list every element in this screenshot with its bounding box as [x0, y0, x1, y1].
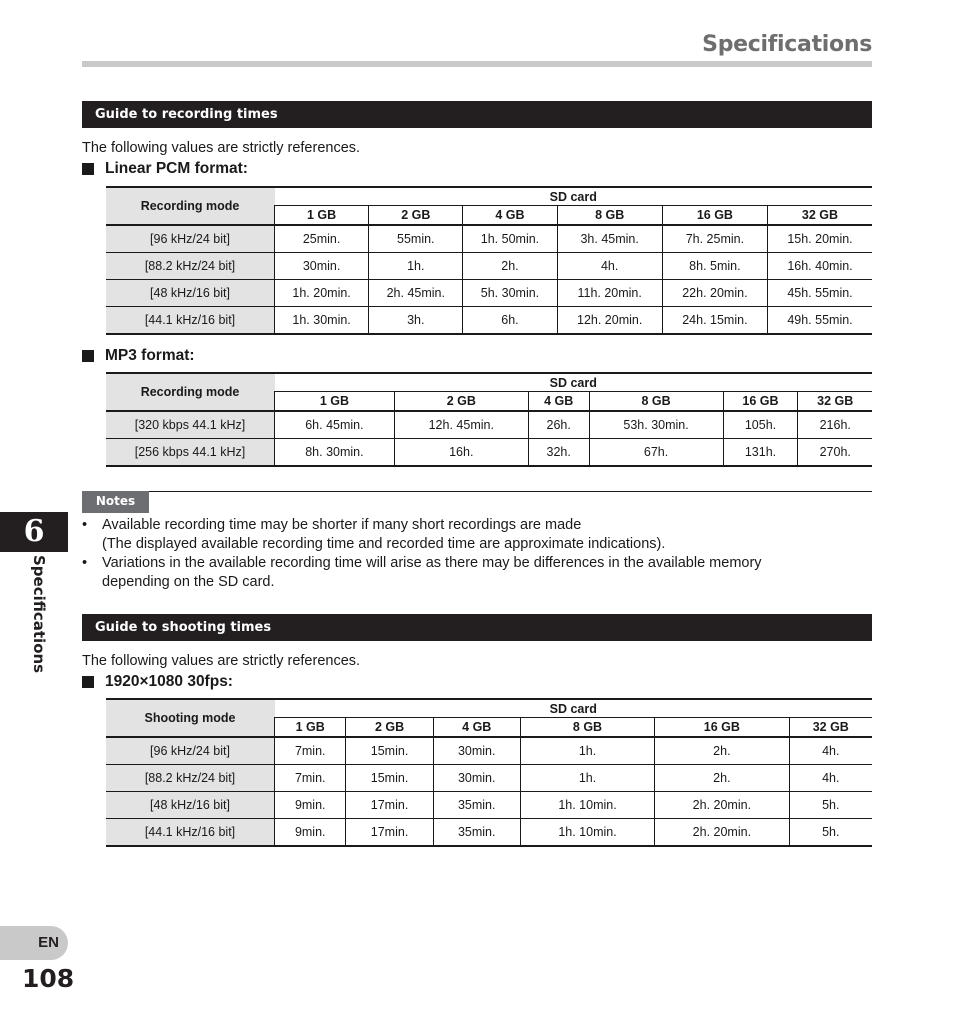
- recording-intro: The following values are strictly references.: [82, 140, 361, 156]
- value-cell: 1h.: [520, 737, 654, 765]
- section-bar-shooting: Guide to shooting times: [82, 614, 872, 641]
- mode-cell: [96 kHz/24 bit]: [106, 225, 275, 253]
- capacity-header: 32 GB: [798, 392, 872, 412]
- capacity-header: 8 GB: [589, 392, 723, 412]
- value-cell: 53h. 30min.: [589, 411, 723, 439]
- value-cell: 55min.: [369, 225, 463, 253]
- value-cell: 1h. 50min.: [463, 225, 557, 253]
- mode-cell: [88.2 kHz/24 bit]: [106, 253, 275, 280]
- mode-cell: [256 kbps 44.1 kHz]: [106, 439, 275, 467]
- table-row: [106, 819, 872, 847]
- value-cell: 35min.: [433, 819, 520, 847]
- note-line: depending on the SD card.: [102, 574, 275, 590]
- value-cell: 5h.: [789, 819, 872, 847]
- value-cell: 4h.: [789, 765, 872, 792]
- pcm-heading-text: Linear PCM format:: [105, 160, 248, 177]
- fps-heading-text: 1920×1080 30fps:: [105, 673, 233, 690]
- value-cell: 1h. 10min.: [520, 819, 654, 847]
- value-cell: 67h.: [589, 439, 723, 467]
- capacity-header: 32 GB: [789, 718, 872, 738]
- value-cell: 4h.: [557, 253, 662, 280]
- bullet-icon: •: [82, 555, 88, 571]
- value-cell: 105h.: [723, 411, 798, 439]
- value-cell: 1h.: [369, 253, 463, 280]
- pcm-table: [106, 186, 872, 335]
- capacity-header: 16 GB: [723, 392, 798, 412]
- value-cell: 2h.: [655, 737, 789, 765]
- value-cell: 25min.: [275, 225, 369, 253]
- value-cell: 15min.: [346, 765, 433, 792]
- value-cell: 6h.: [463, 307, 557, 335]
- capacity-header: 1 GB: [275, 206, 369, 226]
- value-cell: 49h. 55min.: [768, 307, 873, 335]
- value-cell: 15min.: [346, 737, 433, 765]
- value-cell: 9min.: [275, 792, 346, 819]
- mp3-table: [106, 372, 872, 467]
- fps-heading: [82, 673, 233, 691]
- sd-card-header: SD card: [275, 699, 873, 718]
- value-cell: 2h. 45min.: [369, 280, 463, 307]
- value-cell: 22h. 20min.: [662, 280, 767, 307]
- page-title: Specifications: [702, 32, 872, 57]
- value-cell: 1h. 30min.: [275, 307, 369, 335]
- note-line: Variations in the available recording time will arise as there may be differences in the available memory: [102, 555, 762, 571]
- section-bar-recording: Guide to recording times: [82, 101, 872, 128]
- mp3-heading: [82, 347, 195, 365]
- capacity-header: 1 GB: [275, 718, 346, 738]
- value-cell: 6h. 45min.: [275, 411, 395, 439]
- value-cell: 270h.: [798, 439, 872, 467]
- value-cell: 11h. 20min.: [557, 280, 662, 307]
- note-line: (The displayed available recording time and recorded time are approximate indications).: [102, 536, 666, 552]
- value-cell: 5h. 30min.: [463, 280, 557, 307]
- value-cell: 2h.: [655, 765, 789, 792]
- notes-list: [82, 516, 872, 592]
- capacity-header: 8 GB: [557, 206, 662, 226]
- note-line: Available recording time may be shorter if many short recordings are made: [102, 517, 582, 533]
- mode-cell: [88.2 kHz/24 bit]: [106, 765, 275, 792]
- table-row: [106, 280, 872, 307]
- value-cell: 4h.: [789, 737, 872, 765]
- language-badge: EN: [0, 926, 68, 960]
- mode-header: Shooting mode: [106, 699, 275, 737]
- table-row: [106, 253, 872, 280]
- value-cell: 1h. 10min.: [520, 792, 654, 819]
- value-cell: 16h. 40min.: [768, 253, 873, 280]
- value-cell: 1h.: [520, 765, 654, 792]
- value-cell: 30min.: [275, 253, 369, 280]
- value-cell: 35min.: [433, 792, 520, 819]
- value-cell: 30min.: [433, 765, 520, 792]
- value-cell: 17min.: [346, 819, 433, 847]
- value-cell: 17min.: [346, 792, 433, 819]
- value-cell: 30min.: [433, 737, 520, 765]
- table-row: [106, 765, 872, 792]
- mode-cell: [48 kHz/16 bit]: [106, 792, 275, 819]
- sd-card-header: SD card: [275, 373, 873, 392]
- capacity-header: 2 GB: [369, 206, 463, 226]
- chapter-title: Specifications: [30, 555, 48, 674]
- chapter-number: 6: [0, 512, 68, 552]
- page-number: 108: [22, 964, 75, 993]
- value-cell: 24h. 15min.: [662, 307, 767, 335]
- notes-divider: [82, 491, 872, 492]
- value-cell: 16h.: [394, 439, 528, 467]
- square-bullet-icon: [82, 350, 94, 362]
- note-item: [82, 554, 872, 592]
- table-row: [106, 737, 872, 765]
- square-bullet-icon: [82, 676, 94, 688]
- capacity-header: 4 GB: [463, 206, 557, 226]
- capacity-header: 2 GB: [346, 718, 433, 738]
- capacity-header: 8 GB: [520, 718, 654, 738]
- value-cell: 12h. 45min.: [394, 411, 528, 439]
- mode-cell: [44.1 kHz/16 bit]: [106, 307, 275, 335]
- capacity-header: 1 GB: [275, 392, 395, 412]
- value-cell: 32h.: [528, 439, 589, 467]
- value-cell: 12h. 20min.: [557, 307, 662, 335]
- value-cell: 3h.: [369, 307, 463, 335]
- value-cell: 8h. 30min.: [275, 439, 395, 467]
- table-row: [106, 792, 872, 819]
- shooting-intro: The following values are strictly references.: [82, 653, 361, 669]
- capacity-header: 2 GB: [394, 392, 528, 412]
- value-cell: 3h. 45min.: [557, 225, 662, 253]
- value-cell: 45h. 55min.: [768, 280, 873, 307]
- pcm-heading: [82, 160, 248, 178]
- value-cell: 216h.: [798, 411, 872, 439]
- table-row: [106, 411, 872, 439]
- value-cell: 9min.: [275, 819, 346, 847]
- mode-cell: [320 kbps 44.1 kHz]: [106, 411, 275, 439]
- value-cell: 26h.: [528, 411, 589, 439]
- mp3-heading-text: MP3 format:: [105, 347, 195, 364]
- capacity-header: 16 GB: [662, 206, 767, 226]
- mode-cell: [44.1 kHz/16 bit]: [106, 819, 275, 847]
- value-cell: 2h. 20min.: [655, 792, 789, 819]
- header-rule: [82, 61, 872, 67]
- value-cell: 7min.: [275, 765, 346, 792]
- value-cell: 5h.: [789, 792, 872, 819]
- capacity-header: 4 GB: [528, 392, 589, 412]
- mode-header: Recording mode: [106, 373, 275, 411]
- bullet-icon: •: [82, 517, 88, 533]
- square-bullet-icon: [82, 163, 94, 175]
- value-cell: 15h. 20min.: [768, 225, 873, 253]
- sd-card-header: SD card: [275, 187, 873, 206]
- value-cell: 8h. 5min.: [662, 253, 767, 280]
- mode-header: Recording mode: [106, 187, 275, 225]
- note-item: [82, 516, 872, 554]
- value-cell: 1h. 20min.: [275, 280, 369, 307]
- value-cell: 2h.: [463, 253, 557, 280]
- capacity-header: 32 GB: [768, 206, 873, 226]
- mode-cell: [48 kHz/16 bit]: [106, 280, 275, 307]
- table-row: [106, 439, 872, 467]
- table-row: [106, 307, 872, 335]
- capacity-header: 4 GB: [433, 718, 520, 738]
- mode-cell: [96 kHz/24 bit]: [106, 737, 275, 765]
- value-cell: 7min.: [275, 737, 346, 765]
- notes-label: Notes: [82, 491, 149, 513]
- table-row: [106, 225, 872, 253]
- value-cell: 2h. 20min.: [655, 819, 789, 847]
- shooting-table: [106, 698, 872, 847]
- value-cell: 7h. 25min.: [662, 225, 767, 253]
- capacity-header: 16 GB: [655, 718, 789, 738]
- value-cell: 131h.: [723, 439, 798, 467]
